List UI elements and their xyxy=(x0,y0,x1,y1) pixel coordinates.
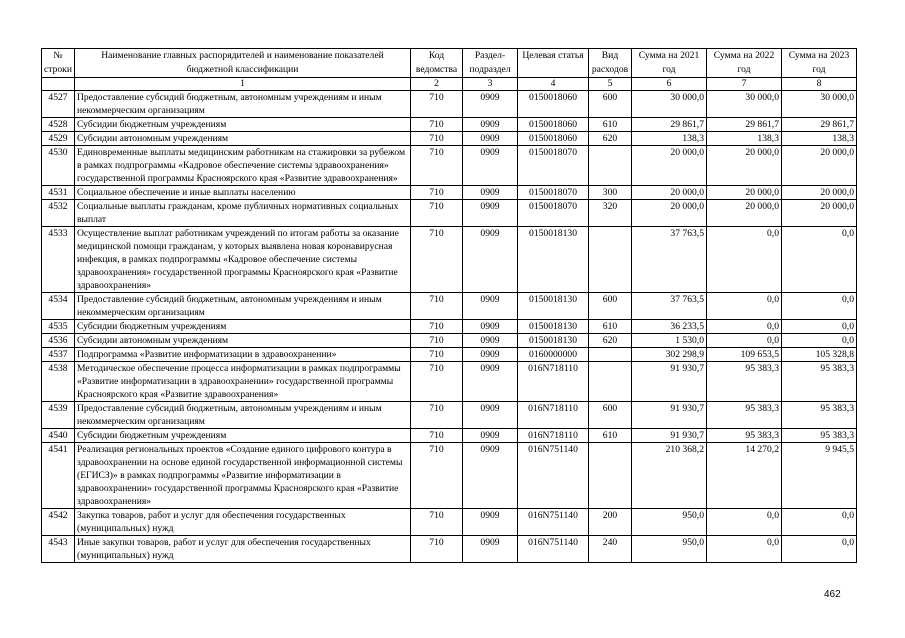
row-target-article: 016N718110 xyxy=(518,362,589,402)
table-row xyxy=(42,402,857,429)
table-row xyxy=(42,132,857,146)
row-sum-2022: 95 383,3 xyxy=(707,402,782,429)
row-sum-2021: 20 000,0 xyxy=(632,146,707,186)
row-sum-2023: 20 000,0 xyxy=(782,186,857,200)
row-section: 0909 xyxy=(463,118,518,132)
row-name: Подпрограмма «Развитие информатизации в здравоохранении» xyxy=(75,348,411,362)
column-number: 5 xyxy=(589,78,632,91)
table-row xyxy=(42,429,857,443)
row-department-code: 710 xyxy=(411,402,463,429)
row-sum-2022: 0,0 xyxy=(707,334,782,348)
row-sum-2023: 30 000,0 xyxy=(782,91,857,118)
row-sum-2021: 20 000,0 xyxy=(632,186,707,200)
budget-table xyxy=(41,48,857,563)
table-row xyxy=(42,200,857,227)
table-row xyxy=(42,320,857,334)
row-target-article: 0150018070 xyxy=(518,186,589,200)
header-target-article: Целевая статья xyxy=(518,49,589,78)
column-number-row xyxy=(42,78,857,91)
header-expense-type: Вид расходов xyxy=(589,49,632,78)
row-number: 4538 xyxy=(42,362,75,402)
row-sum-2021: 30 000,0 xyxy=(632,91,707,118)
row-department-code: 710 xyxy=(411,429,463,443)
table-row xyxy=(42,146,857,186)
row-expense-type: 600 xyxy=(589,293,632,320)
row-department-code: 710 xyxy=(411,509,463,536)
row-section: 0909 xyxy=(463,429,518,443)
row-target-article: 016N751140 xyxy=(518,443,589,509)
row-sum-2021: 950,0 xyxy=(632,509,707,536)
row-sum-2021: 36 233,5 xyxy=(632,320,707,334)
row-sum-2021: 91 930,7 xyxy=(632,362,707,402)
row-name: Социальные выплаты гражданам, кроме публичных нормативных социальных выплат xyxy=(75,200,411,227)
row-expense-type: 620 xyxy=(589,334,632,348)
row-sum-2021: 91 930,7 xyxy=(632,429,707,443)
row-target-article: 0150018130 xyxy=(518,227,589,293)
row-sum-2023: 138,3 xyxy=(782,132,857,146)
row-name: Реализация региональных проектов «Создание единого цифрового контура в здравоохранении на основе единой государственной информационной системы (ЕГИСЗ)» в рамках подпрограммы «Развитие информатизации в здравоохранении» государственной программы Красноярского края «Развитие здравоохранения» xyxy=(75,443,411,509)
row-expense-type: 610 xyxy=(589,118,632,132)
row-department-code: 710 xyxy=(411,362,463,402)
row-expense-type: 200 xyxy=(589,509,632,536)
row-section: 0909 xyxy=(463,402,518,429)
row-department-code: 710 xyxy=(411,293,463,320)
row-target-article: 0150018070 xyxy=(518,200,589,227)
row-section: 0909 xyxy=(463,132,518,146)
row-sum-2022: 109 653,5 xyxy=(707,348,782,362)
row-target-article: 0150018070 xyxy=(518,146,589,186)
table-row xyxy=(42,348,857,362)
column-number: 7 xyxy=(707,78,782,91)
row-sum-2022: 0,0 xyxy=(707,320,782,334)
row-sum-2022: 0,0 xyxy=(707,536,782,563)
row-department-code: 710 xyxy=(411,186,463,200)
table-row xyxy=(42,509,857,536)
column-number: 6 xyxy=(632,78,707,91)
row-section: 0909 xyxy=(463,186,518,200)
header-row-number: № строки xyxy=(42,49,75,78)
row-expense-type xyxy=(589,146,632,186)
table-row xyxy=(42,227,857,293)
row-section: 0909 xyxy=(463,536,518,563)
row-sum-2022: 95 383,3 xyxy=(707,429,782,443)
row-sum-2023: 0,0 xyxy=(782,509,857,536)
row-target-article: 0150018060 xyxy=(518,132,589,146)
row-sum-2021: 37 763,5 xyxy=(632,227,707,293)
row-section: 0909 xyxy=(463,227,518,293)
row-section: 0909 xyxy=(463,320,518,334)
column-number: 1 xyxy=(75,78,411,91)
row-sum-2022: 95 383,3 xyxy=(707,362,782,402)
row-sum-2022: 0,0 xyxy=(707,227,782,293)
row-department-code: 710 xyxy=(411,200,463,227)
row-sum-2022: 29 861,7 xyxy=(707,118,782,132)
row-name: Субсидии бюджетным учреждениям xyxy=(75,118,411,132)
row-department-code: 710 xyxy=(411,146,463,186)
row-target-article: 0150018130 xyxy=(518,320,589,334)
page-number: 462 xyxy=(824,589,841,600)
row-number: 4543 xyxy=(42,536,75,563)
row-name: Субсидии бюджетным учреждениям xyxy=(75,320,411,334)
row-number: 4527 xyxy=(42,91,75,118)
row-department-code: 710 xyxy=(411,320,463,334)
row-expense-type: 600 xyxy=(589,402,632,429)
row-number: 4541 xyxy=(42,443,75,509)
row-name: Иные закупки товаров, работ и услуг для обеспечения государственных (муниципальных) нужд xyxy=(75,536,411,563)
row-number: 4534 xyxy=(42,293,75,320)
row-expense-type: 610 xyxy=(589,429,632,443)
row-sum-2021: 91 930,7 xyxy=(632,402,707,429)
table-body xyxy=(42,91,857,563)
header-name: Наименование главных распорядителей и наименование показателей бюджетной классификации xyxy=(75,49,411,78)
row-sum-2023: 95 383,3 xyxy=(782,429,857,443)
row-expense-type xyxy=(589,443,632,509)
header-sum-2021: Сумма на 2021 год xyxy=(632,49,707,78)
row-target-article: 0150018060 xyxy=(518,118,589,132)
row-name: Социальное обеспечение и иные выплаты населению xyxy=(75,186,411,200)
column-number: 3 xyxy=(463,78,518,91)
row-name: Предоставление субсидий бюджетным, автономным учреждениям и иным некоммерческим организациям xyxy=(75,293,411,320)
row-sum-2023: 0,0 xyxy=(782,227,857,293)
row-expense-type xyxy=(589,348,632,362)
row-sum-2021: 138,3 xyxy=(632,132,707,146)
row-expense-type: 240 xyxy=(589,536,632,563)
row-sum-2021: 302 298,9 xyxy=(632,348,707,362)
row-expense-type xyxy=(589,227,632,293)
row-sum-2023: 0,0 xyxy=(782,293,857,320)
header-sum-2023: Сумма на 2023 год xyxy=(782,49,857,78)
row-sum-2023: 95 383,3 xyxy=(782,362,857,402)
row-sum-2022: 0,0 xyxy=(707,509,782,536)
row-sum-2023: 0,0 xyxy=(782,320,857,334)
row-target-article: 016N751140 xyxy=(518,536,589,563)
header-department-code: Код ведомства xyxy=(411,49,463,78)
row-sum-2023: 0,0 xyxy=(782,536,857,563)
row-department-code: 710 xyxy=(411,348,463,362)
row-sum-2023: 95 383,3 xyxy=(782,402,857,429)
row-department-code: 710 xyxy=(411,536,463,563)
row-number: 4535 xyxy=(42,320,75,334)
row-department-code: 710 xyxy=(411,118,463,132)
header-section: Раздел-подраздел xyxy=(463,49,518,78)
row-name: Предоставление субсидий бюджетным, автономным учреждениям и иным некоммерческим организациям xyxy=(75,91,411,118)
row-target-article: 0150018060 xyxy=(518,91,589,118)
table-row xyxy=(42,118,857,132)
column-number: 4 xyxy=(518,78,589,91)
row-sum-2022: 138,3 xyxy=(707,132,782,146)
row-name: Единовременные выплаты медицинским работникам на стажировки за рубежом в рамках подпрограммы «Кадровое обеспечение системы здравоохранения» государственной программы Красноярского края «Развитие здравоохранения» xyxy=(75,146,411,186)
row-sum-2022: 20 000,0 xyxy=(707,146,782,186)
header-sum-2022: Сумма на 2022 год xyxy=(707,49,782,78)
row-number: 4539 xyxy=(42,402,75,429)
row-sum-2023: 9 945,5 xyxy=(782,443,857,509)
row-target-article: 0150018130 xyxy=(518,293,589,320)
row-target-article: 0160000000 xyxy=(518,348,589,362)
row-name: Субсидии автономным учреждениям xyxy=(75,334,411,348)
row-expense-type: 320 xyxy=(589,200,632,227)
row-section: 0909 xyxy=(463,362,518,402)
row-target-article: 016N718110 xyxy=(518,402,589,429)
column-number: 2 xyxy=(411,78,463,91)
row-expense-type: 610 xyxy=(589,320,632,334)
row-section: 0909 xyxy=(463,334,518,348)
row-number: 4530 xyxy=(42,146,75,186)
row-sum-2021: 950,0 xyxy=(632,536,707,563)
column-number-empty xyxy=(42,78,75,91)
row-number: 4536 xyxy=(42,334,75,348)
row-sum-2022: 20 000,0 xyxy=(707,200,782,227)
table-row xyxy=(42,293,857,320)
table-row xyxy=(42,362,857,402)
column-number: 8 xyxy=(782,78,857,91)
row-sum-2021: 210 368,2 xyxy=(632,443,707,509)
row-name: Субсидии автономным учреждениям xyxy=(75,132,411,146)
row-name: Предоставление субсидий бюджетным, автономным учреждениям и иным некоммерческим организациям xyxy=(75,402,411,429)
row-number: 4532 xyxy=(42,200,75,227)
row-sum-2021: 29 861,7 xyxy=(632,118,707,132)
row-expense-type: 300 xyxy=(589,186,632,200)
row-sum-2023: 29 861,7 xyxy=(782,118,857,132)
row-sum-2022: 0,0 xyxy=(707,293,782,320)
row-sum-2023: 105 328,8 xyxy=(782,348,857,362)
row-number: 4533 xyxy=(42,227,75,293)
row-expense-type: 620 xyxy=(589,132,632,146)
row-number: 4529 xyxy=(42,132,75,146)
row-number: 4540 xyxy=(42,429,75,443)
row-target-article: 016N751140 xyxy=(518,509,589,536)
row-section: 0909 xyxy=(463,91,518,118)
row-department-code: 710 xyxy=(411,443,463,509)
row-name: Методическое обеспечение процесса информатизации в рамках подпрограммы «Развитие информатизации в здравоохранении» государственной программы Красноярского края «Развитие здравоохранения» xyxy=(75,362,411,402)
row-sum-2021: 37 763,5 xyxy=(632,293,707,320)
row-target-article: 0150018130 xyxy=(518,334,589,348)
row-section: 0909 xyxy=(463,348,518,362)
row-sum-2021: 20 000,0 xyxy=(632,200,707,227)
row-sum-2023: 20 000,0 xyxy=(782,146,857,186)
row-sum-2022: 30 000,0 xyxy=(707,91,782,118)
row-department-code: 710 xyxy=(411,227,463,293)
row-department-code: 710 xyxy=(411,132,463,146)
table-header-row xyxy=(42,49,857,78)
row-sum-2022: 20 000,0 xyxy=(707,186,782,200)
row-number: 4528 xyxy=(42,118,75,132)
row-section: 0909 xyxy=(463,293,518,320)
row-sum-2021: 1 530,0 xyxy=(632,334,707,348)
table-row xyxy=(42,91,857,118)
row-sum-2023: 0,0 xyxy=(782,334,857,348)
row-number: 4542 xyxy=(42,509,75,536)
row-name: Осуществление выплат работникам учреждений по итогам работы за оказание медицинской помощи гражданам, у которых выявлена новая коронавирусная инфекция, в рамках подпрограммы «Кадровое обеспечение системы здравоохранения» государственной программы Красноярского края «Развитие здравоохранения» xyxy=(75,227,411,293)
row-expense-type: 600 xyxy=(589,91,632,118)
row-section: 0909 xyxy=(463,146,518,186)
table-row xyxy=(42,443,857,509)
row-target-article: 016N718110 xyxy=(518,429,589,443)
row-name: Закупка товаров, работ и услуг для обеспечения государственных (муниципальных) нужд xyxy=(75,509,411,536)
table-row xyxy=(42,186,857,200)
table-row xyxy=(42,334,857,348)
row-number: 4537 xyxy=(42,348,75,362)
row-section: 0909 xyxy=(463,200,518,227)
row-sum-2022: 14 270,2 xyxy=(707,443,782,509)
row-name: Субсидии бюджетным учреждениям xyxy=(75,429,411,443)
row-expense-type xyxy=(589,362,632,402)
row-sum-2023: 20 000,0 xyxy=(782,200,857,227)
table-row xyxy=(42,536,857,563)
row-department-code: 710 xyxy=(411,91,463,118)
row-section: 0909 xyxy=(463,509,518,536)
row-number: 4531 xyxy=(42,186,75,200)
row-department-code: 710 xyxy=(411,334,463,348)
row-section: 0909 xyxy=(463,443,518,509)
